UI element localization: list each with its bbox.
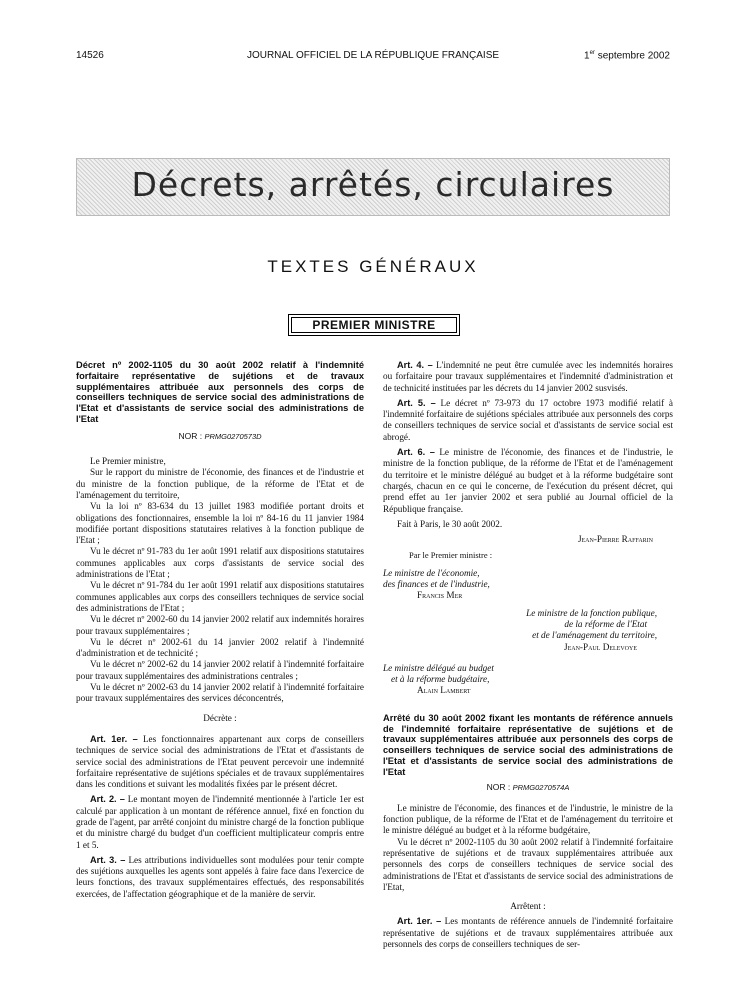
right-column [383, 360, 673, 950]
issue-date: 1er septembre 2002 [584, 50, 670, 62]
visa-paragraph: Vu le décret nº 91-784 du 1er août 1991 relatif aux dispositions statutaires communes applicables aux corps des conseillers techniques de service social des administrations de l'Etat ; [76, 580, 364, 613]
visa-paragraph: Vu le décret nº 2002-62 du 14 janvier 2002 relatif à l'indemnité forfaitaire pour travaux supplémentaires des administrations centrales ; [76, 659, 364, 681]
article-paragraph: Art. 2. – Le montant moyen de l'indemnité mentionnée à l'article 1er est calculé par application à un montant de référence annuel, fixé en fonction du grade de l'agent, par arrêté conjoint du ministre chargé de la fonction publique et du ministre chargé du budget d'un coefficient multiplicateur compris entre 1 et 5. [76, 794, 364, 850]
arrete-nor: NOR : PRMG0270574A [486, 781, 570, 792]
banner-title: Décrets, arrêtés, circulaires [131, 165, 615, 204]
par-premier-ministre: Par le Premier ministre : [409, 550, 493, 561]
done-at: Fait à Paris, le 30 août 2002. [397, 518, 503, 529]
decret-title: Décret nº 2002-1105 du 30 août 2002 relatif à l'indemnité forfaitaire représentative de sujétions et de travaux supplémentaires attribuée aux personnels des corps de conseillers techniques de service social des administrations de l'Etat et d'assistants de service social des administrations de l'Etat [76, 360, 364, 424]
signatory-name: Jean-Paul Delevoye [564, 641, 637, 652]
signature-block: Le ministre délégué au budget et à la réforme budgétaire, [383, 662, 494, 685]
arrete-title: Arrêté du 30 août 2002 fixant les montants de référence annuels de l'indemnité forfaitaire représentative de sujétions et de travaux supplémentaires attribuée aux personnels des corps de conseillers techniques de service social des administrations de l'Etat et d'assistants de service social des administrations de l'Etat [383, 712, 673, 777]
article-paragraph: Art. 1er. – Les fonctionnaires appartenant aux corps de conseillers techniques de service social des administrations de l'Etat et d'assistants de service social des administrations de l'Etat peuvent percevoir une indemnité forfaitaire représentative de sujétions spéciales et de travaux supplémentaires dans les conditions et suivant les modalités fixées par le présent décret. [76, 733, 364, 790]
article-paragraph: Art. 6. – Le ministre de l'économie, des finances et de l'industrie, le ministre de la fonction publique, de la réforme de l'Etat et de l'aménagement du territoire et le ministre délégué au budget et à la réforme budgétaire sont chargés, chacun en ce qui le concerne, de l'exécution du présent décret, qui prend effet au 1er janvier 2002 et sera publié au Journal officiel de la République française. [383, 447, 674, 514]
visa-paragraph: Vu le décret nº 2002-63 du 14 janvier 2002 relatif à l'indemnité forfaitaire pour travaux supplémentaires des services déconcentrés, [76, 682, 364, 704]
section-title: TEXTES GÉNÉRAUX [267, 257, 479, 276]
article-paragraph: Art. 4. – L'indemnité ne peut être cumulée avec les indemnités horaires ou forfaitaire pour travaux supplémentaires et l'indemnité d'administration et de technicité instituées par les décrets du 14 janvier 2002 susvisés. [383, 360, 674, 393]
journal-title: JOURNAL OFFICIEL DE LA RÉPUBLIQUE FRANÇAISE [246, 50, 500, 61]
article-paragraph: Art. 5. – Le décret nº 73-973 du 17 octobre 1973 modifié relatif à l'indemnité forfaitaire de sujétions spéciales attribuée aux personnels des corps de conseillers techniques de service social et d'assistants de service social est abrogé. [383, 397, 674, 442]
decret-intro: Le Premier ministre, [90, 456, 166, 467]
visa-paragraph: Vu le décret nº 2002-1105 du 30 août 2002 relatif à l'indemnité forfaitaire représentative de sujétions et de travaux supplémentaires attribuée aux personnels des corps de conseillers techniques de service social des administrations de l'Etat et d'assistants de service social des administrations de l'Etat, [383, 836, 673, 892]
visa-paragraph: Vu le décret nº 91-783 du 1er août 1991 relatif aux dispositions statutaires communes applicables aux corps d'assistants de service social des administrations de l'Etat ; [76, 546, 364, 580]
signatory-name: Jean-Pierre Raffarin [577, 534, 653, 545]
article-paragraph: Art. 1er. – Les montants de référence annuels de l'indemnité forfaitaire représentative de sujétions et de travaux supplémentaires attribuée aux personnels des corps de conseillers techniques de ser- [383, 916, 673, 950]
visa-paragraph: Vu le décret nº 2002-61 du 14 janvier 2002 relatif à l'indemnité d'administration et de technicité ; [76, 636, 364, 659]
page-number: 14526 [76, 50, 104, 61]
article-paragraph: Art. 3. – Les attributions individuelles sont modulées pour tenir compte des sujétions auxquelles les agents sont appelés à faire face dans l'exercice de leurs fonctions, des travaux supplémentaires effectués, des responsabilités exercées, de l'affectation géographique et de la manière de servir. [76, 854, 365, 899]
signatory-name: Francis Mer [417, 590, 463, 601]
decrete-heading: Décrète : [203, 712, 237, 723]
left-column [76, 360, 364, 900]
visa-paragraph: Sur le rapport du ministre de l'économie, des finances et de l'industrie et du ministre de la fonction publique, de la réforme de l'Etat et de l'aménagement du territoire, [76, 467, 364, 500]
visa-paragraph: Vu la loi nº 83-634 du 13 juillet 1983 modifiée portant droits et obligations des fonctionnaires, ensemble la loi nº 84-16 du 11 janvier 1984 modifiée portant dispositions statutaires relatives à la fonction publique de l'Etat ; [76, 501, 364, 546]
signature-block: Le ministre de la fonction publique, de la réforme de l'Etat et de l'aménagement du territoire, [526, 607, 657, 641]
arretent-heading: Arrêtent : [510, 901, 546, 912]
ministry-box [288, 314, 460, 336]
page-header [76, 50, 670, 64]
signature-block: Le ministre de l'économie, des finances et de l'industrie, [383, 567, 490, 590]
visa-paragraph: Vu le décret nº 2002-60 du 14 janvier 2002 relatif aux indemnités horaires pour travaux supplémentaires ; [76, 614, 364, 636]
arrete-intro: Le ministre de l'économie, des finances et de l'industrie, le ministre de la fonction publique, de la réforme de l'Etat et de l'aménagement du territoire et le ministre délégué au budget et à la réforme budgétaire, [383, 802, 673, 836]
signatory-name: Alain Lambert [417, 685, 471, 696]
ministry-name: PREMIER MINISTRE [291, 317, 457, 333]
decret-nor: NOR : PRMG0270573D [178, 430, 262, 441]
